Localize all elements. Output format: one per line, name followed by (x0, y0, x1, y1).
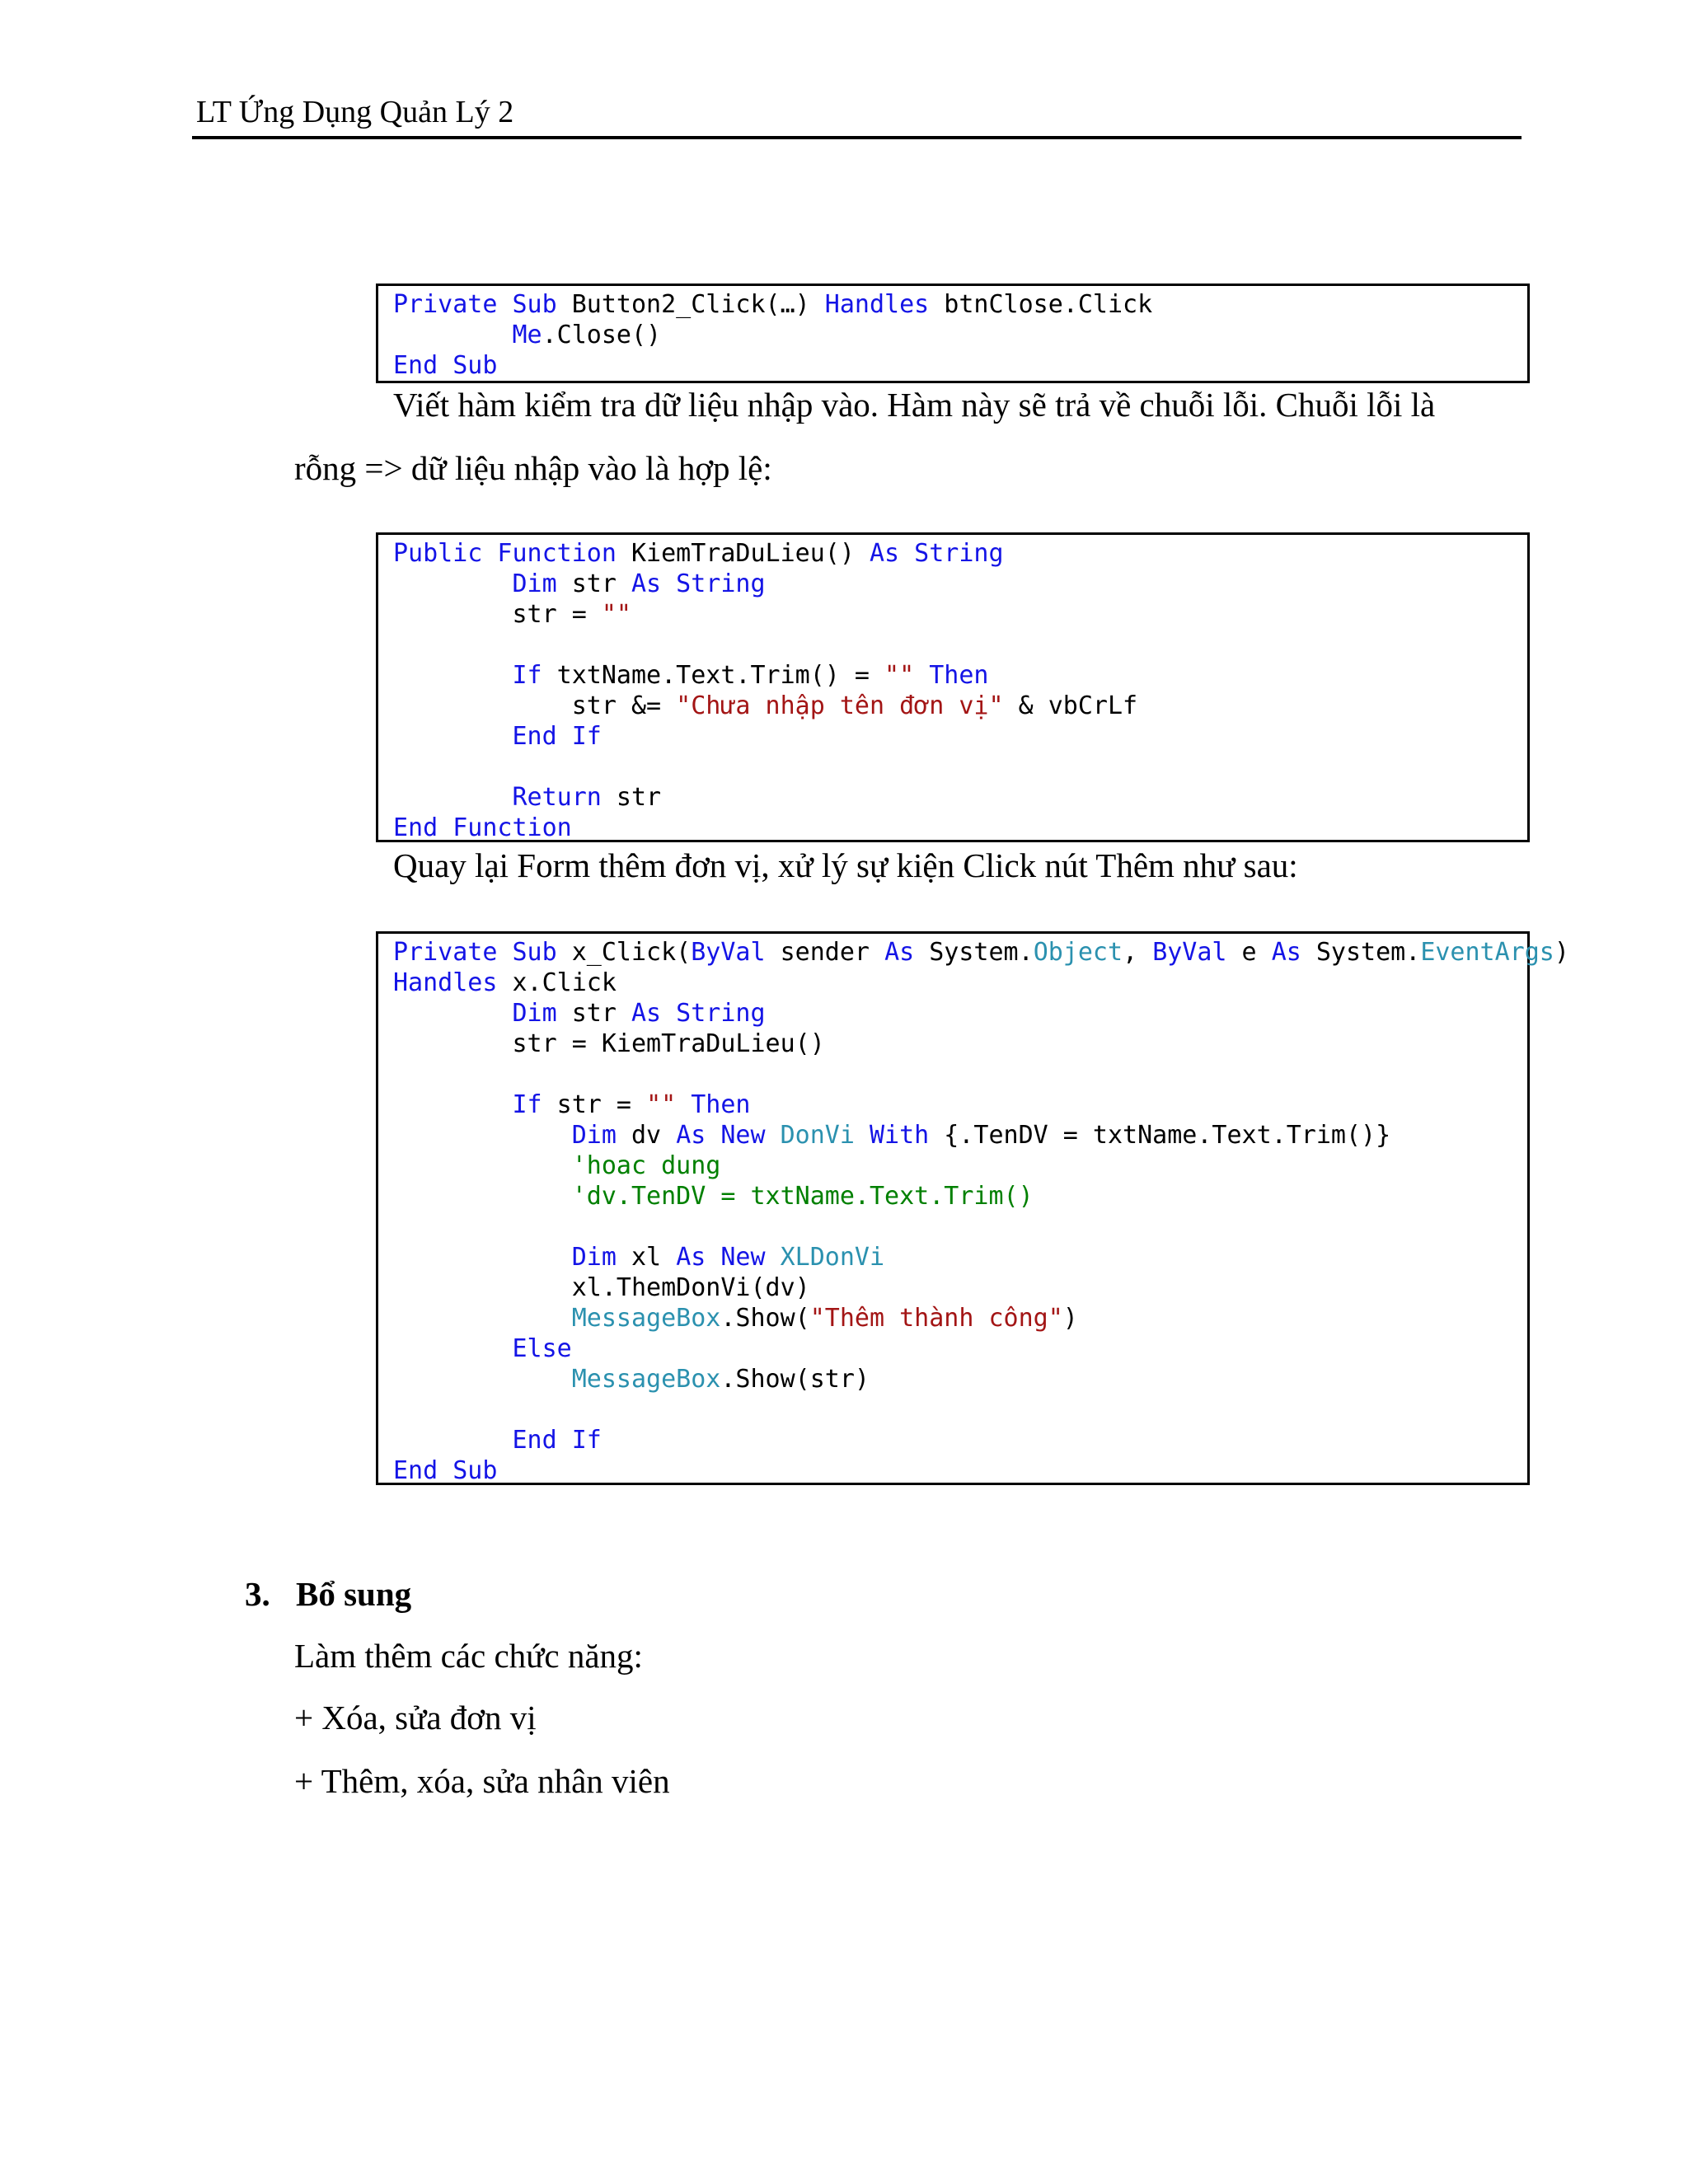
code-line (393, 691, 1527, 721)
code-line (393, 1120, 1527, 1151)
code-line (393, 1425, 1527, 1455)
code-line (393, 1212, 1527, 1242)
code-text: btnClose.Click (929, 290, 1153, 319)
code-line (393, 721, 1527, 752)
code-text (393, 1151, 572, 1180)
code-text: & vbCrLf (1003, 691, 1138, 720)
code-text: System. (914, 938, 1034, 967)
code-keyword: Me (512, 321, 542, 349)
code-text (393, 1121, 572, 1150)
code-keyword: With (870, 1121, 930, 1150)
code-keyword: Handles (393, 968, 498, 997)
page-header-title: LT Ứng Dụng Quản Lý 2 (196, 95, 514, 129)
list-item: + Xóa, sửa đơn vị (294, 1699, 537, 1736)
code-keyword: Handles (824, 290, 930, 319)
header-divider (192, 136, 1522, 139)
code-text: {.TenDV = txtName.Text.Trim()} (929, 1121, 1391, 1150)
code-text (766, 1121, 781, 1150)
code-text (393, 1304, 572, 1333)
code-keyword: As New (676, 1243, 766, 1272)
code-text: Button2_Click(…) (556, 290, 825, 319)
code-text: , (1123, 938, 1153, 967)
code-keyword: End Sub (393, 351, 498, 380)
code-text: dv (616, 1121, 677, 1150)
section-number: 3. (245, 1575, 270, 1613)
paragraph-add-handler-intro: Quay lại Form thêm đơn vị, xử lý sự kiện Click nút Thêm như sau: (393, 846, 1298, 884)
code-line (393, 813, 1527, 843)
section-title: Bổ sung (296, 1575, 412, 1613)
code-keyword: ByVal (691, 938, 766, 967)
code-text: str (556, 569, 631, 598)
code-keyword: Dim (571, 1243, 617, 1272)
code-text (914, 661, 929, 690)
code-text: .Show(str) (720, 1365, 870, 1394)
code-keyword: As String (631, 569, 766, 598)
code-keyword: As New (676, 1121, 766, 1150)
section-heading-supplement (245, 1572, 411, 1615)
code-text: str (556, 999, 631, 1028)
code-type-name: MessageBox (571, 1365, 721, 1394)
code-type-name: DonVi (780, 1121, 855, 1150)
code-keyword: Else (512, 1334, 572, 1363)
code-text: txtName.Text.Trim() = (542, 661, 885, 690)
code-line (393, 1090, 1527, 1120)
list-item: + Thêm, xóa, sửa nhân viên (294, 1762, 670, 1800)
code-text: sender (765, 938, 885, 967)
code-keyword: Private Sub (393, 938, 557, 967)
code-line (393, 1151, 1527, 1181)
code-keyword: End If (512, 722, 602, 751)
code-text (855, 1121, 870, 1150)
code-text: str = (393, 600, 602, 629)
code-text: str (601, 783, 662, 812)
code-text (766, 1243, 781, 1272)
code-keyword: Dim (512, 999, 557, 1028)
code-text (393, 1365, 572, 1394)
code-string: "" (601, 600, 631, 629)
code-line (393, 1455, 1527, 1486)
code-line (393, 660, 1527, 691)
code-keyword: End Sub (393, 1456, 498, 1485)
code-type-name: Object (1033, 938, 1123, 967)
code-line (393, 1364, 1527, 1394)
code-keyword: As String (869, 539, 1004, 568)
code-keyword: As (884, 938, 915, 967)
code-type-name: MessageBox (571, 1304, 721, 1333)
code-comment: 'hoac dung (571, 1151, 721, 1180)
code-text: .Close() (542, 321, 662, 349)
code-text (393, 1243, 572, 1272)
code-keyword: As String (631, 999, 766, 1028)
code-text (393, 1334, 513, 1363)
code-line (393, 1272, 1527, 1303)
code-keyword: As (1271, 938, 1301, 967)
code-keyword: Public Function (393, 539, 617, 568)
code-keyword: Return (512, 783, 602, 812)
code-line (393, 1059, 1527, 1090)
code-text (393, 1426, 513, 1455)
code-line (393, 1303, 1527, 1333)
code-text: x_Click( (556, 938, 692, 967)
code-line (393, 630, 1527, 660)
code-keyword: End If (512, 1426, 602, 1455)
code-line (393, 1181, 1527, 1212)
code-keyword: Then (691, 1090, 751, 1119)
code-keyword: If (512, 1090, 542, 1119)
code-keyword: Dim (571, 1121, 617, 1150)
code-block-add-click-handler (376, 931, 1569, 1485)
paragraph-validation-intro-line1: Viết hàm kiểm tra dữ liệu nhập vào. Hàm này sẽ trả về chuỗi lỗi. Chuỗi lỗi là (393, 386, 1436, 424)
code-type-name: XLDonVi (780, 1243, 885, 1272)
code-block-validation-function (376, 532, 1530, 842)
code-keyword: Dim (512, 569, 557, 598)
code-line (393, 752, 1527, 782)
code-text: ) (1062, 1304, 1078, 1333)
code-text: KiemTraDuLieu() (616, 539, 870, 568)
code-text: .Show( (720, 1304, 810, 1333)
code-line (393, 968, 1527, 998)
code-text: xl.ThemDonVi(dv) (393, 1273, 810, 1302)
code-text (393, 1182, 572, 1211)
code-line (393, 538, 1527, 569)
code-text: str = KiemTraDuLieu() (393, 1029, 825, 1058)
code-text (393, 1090, 513, 1119)
code-string: "Chưa nhập tên đơn vị" (676, 691, 1004, 720)
code-block-close-button (376, 284, 1530, 383)
code-text (676, 1090, 691, 1119)
code-comment: 'dv.TenDV = txtName.Text.Trim() (571, 1182, 1034, 1211)
code-line (393, 1394, 1527, 1425)
code-type-name: EventArgs (1420, 938, 1554, 967)
code-line (393, 289, 1527, 320)
code-line (393, 320, 1527, 350)
code-line (393, 599, 1527, 630)
code-string: "Thêm thành công" (809, 1304, 1063, 1333)
code-text (393, 783, 513, 812)
code-text (393, 722, 513, 751)
code-text: System. (1301, 938, 1421, 967)
code-line (393, 350, 1527, 381)
code-text (393, 569, 513, 598)
code-keyword: Then (929, 661, 989, 690)
code-text (393, 999, 513, 1028)
code-text: ) (1554, 938, 1569, 967)
code-text: str &= (393, 691, 677, 720)
code-keyword: End Function (393, 813, 572, 842)
code-line (393, 937, 1569, 968)
code-line (393, 1242, 1527, 1272)
code-line (393, 569, 1527, 599)
code-keyword: Private Sub (393, 290, 557, 319)
section-intro-text: Làm thêm các chức năng: (294, 1637, 643, 1675)
code-text (393, 321, 513, 349)
code-keyword: If (512, 661, 542, 690)
code-line (393, 998, 1527, 1029)
code-text: x.Click (497, 968, 617, 997)
paragraph-validation-intro-line2: rỗng => dữ liệu nhập vào là hợp lệ: (294, 449, 772, 487)
code-keyword: ByVal (1152, 938, 1227, 967)
code-string: "" (646, 1090, 677, 1119)
code-text: e (1226, 938, 1272, 967)
code-text (393, 661, 513, 690)
code-text: str = (542, 1090, 647, 1119)
code-line (393, 1333, 1527, 1364)
code-string: "" (884, 661, 915, 690)
code-line (393, 1029, 1527, 1059)
code-text: xl (616, 1243, 677, 1272)
code-line (393, 782, 1527, 813)
